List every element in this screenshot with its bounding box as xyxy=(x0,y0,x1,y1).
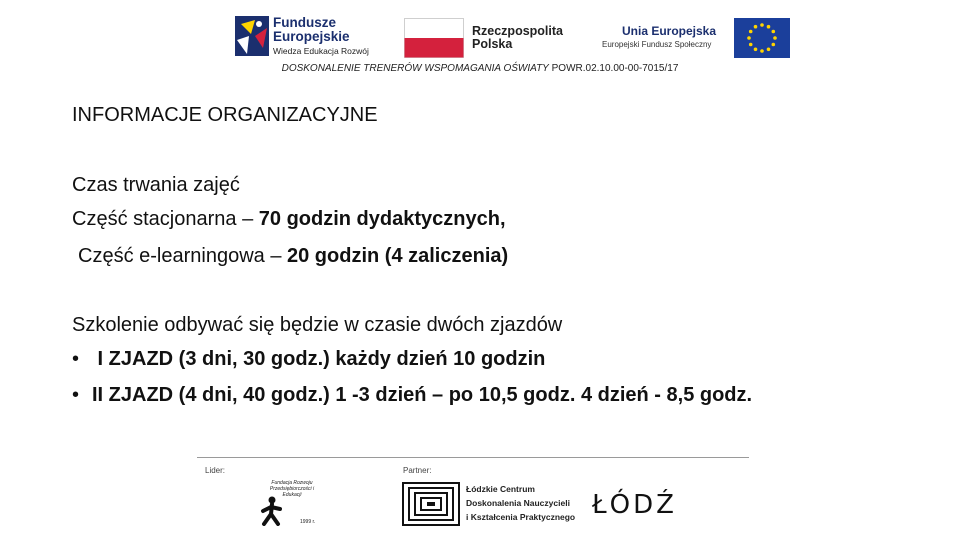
rp-name xyxy=(472,25,563,51)
rp-name-line2: Polska xyxy=(472,37,513,51)
logo-leader-foundation xyxy=(256,476,328,528)
stationary-value: 70 godzin dydaktycznych, xyxy=(258,208,506,230)
bullet-mark: • xyxy=(72,348,80,370)
eu-star xyxy=(754,48,758,52)
elearning-part-line xyxy=(78,245,508,268)
fe-name-line2: Europejskie xyxy=(273,29,350,44)
eu-star xyxy=(747,36,751,40)
footer-divider xyxy=(197,457,749,458)
eu-star xyxy=(749,30,753,34)
fe-star-icon xyxy=(233,14,271,58)
logo-fundusze-europejskie xyxy=(233,14,373,58)
eu-star xyxy=(767,48,771,52)
fe-name xyxy=(273,16,350,44)
eu-star xyxy=(773,36,777,40)
leader-logo-text: Fundacja Rozwoju Przedsiębiorczości i Edukacji xyxy=(269,480,315,498)
lcdn-line3: i Kształcenia Praktycznego xyxy=(466,512,576,522)
lcdn-name xyxy=(466,482,575,524)
logo-rzeczpospolita-polska xyxy=(404,18,574,58)
partner-label: Partner: xyxy=(403,466,432,475)
ue-subtitle: Europejski Fundusz Społeczny xyxy=(602,40,712,49)
concentric-square-icon xyxy=(402,482,460,526)
stationary-part-line xyxy=(72,208,506,231)
list-item xyxy=(72,384,752,407)
rp-name-line1: Rzeczpospolita xyxy=(472,24,563,38)
running-figure-icon xyxy=(258,496,286,526)
project-title xyxy=(0,63,960,74)
leader-label: Lider: xyxy=(205,466,226,475)
lodz-logo-text: ŁÓDŹ xyxy=(592,490,677,520)
logo-unia-europejska xyxy=(598,18,790,60)
elearning-value: 20 godzin (4 zaliczenia) xyxy=(287,245,509,267)
eu-star xyxy=(749,43,753,47)
fe-program: Wiedza Edukacja Rozwój xyxy=(273,46,369,56)
eu-star xyxy=(760,49,764,53)
list-item-text: II ZJAZD (4 dni, 40 godz.) 1 -3 dzień – po 10,5 godz. 4 dzień - 8,5 godz. xyxy=(92,384,753,406)
fe-name-line1: Fundusze xyxy=(273,15,336,30)
eu-star xyxy=(760,23,764,27)
eu-star xyxy=(772,43,776,47)
eu-star xyxy=(767,25,771,29)
lcdn-line1: Łódzkie Centrum xyxy=(466,484,535,494)
logo-lodz xyxy=(592,490,677,520)
project-code: POWR.02.10.00-00-7015/17 xyxy=(548,63,679,74)
bullet-mark: • xyxy=(72,384,80,406)
eu-star xyxy=(754,25,758,29)
sessions-intro: Szkolenie odbywać się będzie w czasie dwóch zjazdów xyxy=(72,314,563,336)
logo-lcdnikp xyxy=(402,480,576,528)
ue-title: Unia Europejska xyxy=(622,24,717,38)
poland-flag-icon xyxy=(404,18,464,58)
stationary-label: Część stacjonarna – xyxy=(72,208,259,230)
elearning-label: Część e-learningowa – xyxy=(78,245,287,267)
leader-logo-year: 1999 r. xyxy=(300,519,316,525)
page-title: INFORMACJE ORGANIZACYJNE xyxy=(72,104,378,126)
lcdn-line2: Doskonalenia Nauczycieli xyxy=(466,498,570,508)
list-item-text: I ZJAZD (3 dni, 30 godz.) każdy dzień 10 godzin xyxy=(92,348,546,370)
eu-star xyxy=(772,30,776,34)
project-name: DOSKONALENIE TRENERÓW WSPOMAGANIA OŚWIATY xyxy=(281,63,549,74)
duration-title: Czas trwania zajęć xyxy=(72,174,240,196)
list-item xyxy=(72,348,545,371)
eu-flag-icon xyxy=(734,18,790,58)
